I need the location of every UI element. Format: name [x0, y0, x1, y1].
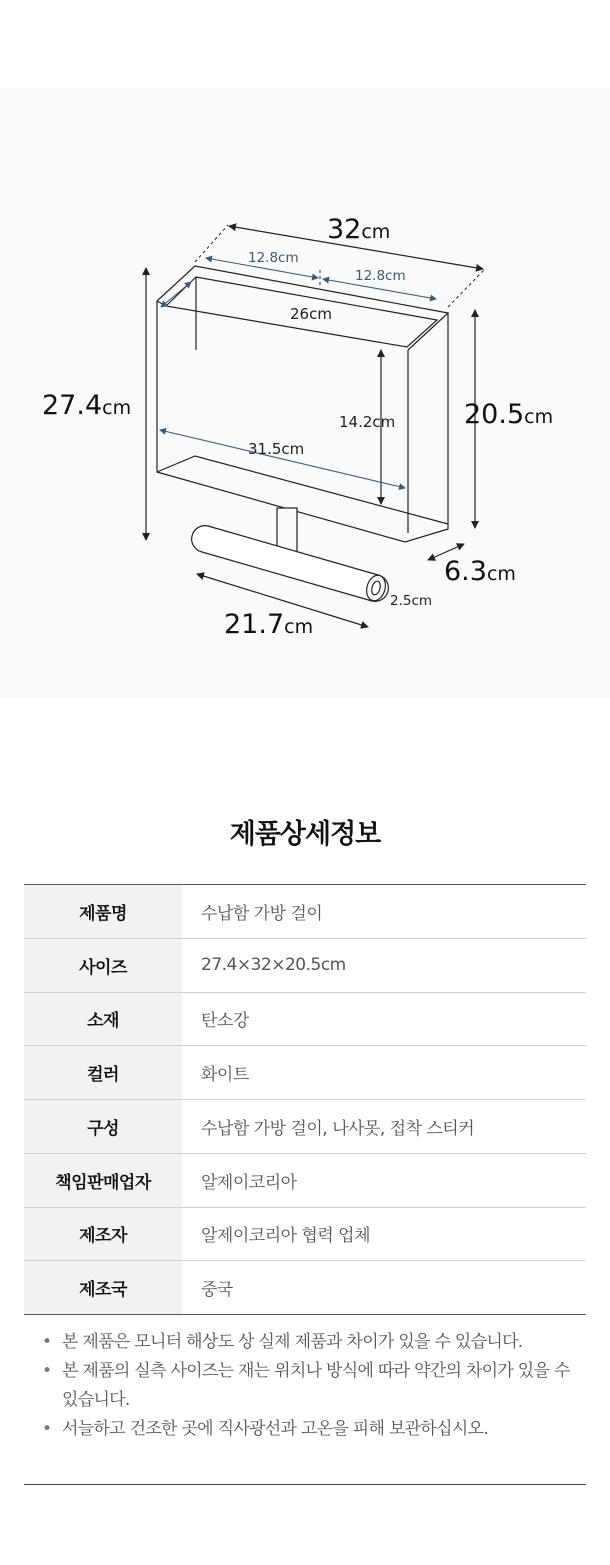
- spec-table: [24, 884, 586, 1315]
- spec-label: 사이즈: [24, 939, 182, 992]
- spec-label: 컬러: [24, 1046, 182, 1099]
- dim-height-label: 27.4cm: [42, 390, 132, 421]
- product-dimension-diagram: [0, 88, 610, 698]
- dim-inner-width-label: 26cm: [290, 305, 332, 323]
- dim-depth-label: 6.3cm: [444, 556, 516, 587]
- table-row: [24, 939, 586, 993]
- dim-bottom-width-label: 31.5cm: [248, 440, 305, 458]
- spec-label: 소재: [24, 993, 182, 1046]
- table-row: [24, 1100, 586, 1154]
- spec-value: 알제이코리아: [201, 1172, 297, 1193]
- spec-value: 수납함 가방 걸이, 나사못, 접착 스티커: [201, 1118, 475, 1139]
- dim-width-label: 32cm: [327, 214, 391, 245]
- dim-box-height-label: 20.5cm: [464, 399, 554, 430]
- spec-label: 제조국: [24, 1261, 182, 1314]
- table-row: [24, 1046, 586, 1100]
- table-row: [24, 993, 586, 1047]
- list-item: • 서늘하고 건조한 곳에 직사광선과 고온을 피해 보관하십시오.: [24, 1415, 586, 1444]
- dim-inner-left-label: 12.8cm: [248, 250, 299, 266]
- spec-value: 수납함 가방 걸이: [201, 903, 323, 924]
- table-row: [24, 1261, 586, 1315]
- spec-label: 구성: [24, 1100, 182, 1153]
- dim-bar-length-label: 21.7cm: [224, 609, 314, 640]
- list-item: • 본 제품의 실측 사이즈는 재는 위치나 방식에 따라 약간의 차이가 있을 수 있습니다.: [24, 1357, 586, 1415]
- divider: [24, 1484, 586, 1485]
- table-row: [24, 1154, 586, 1208]
- inner-depth-arrow: [161, 282, 191, 307]
- dim-bar-diameter-label: 2.5cm: [390, 593, 433, 609]
- dimension-drawing: [0, 88, 610, 698]
- hanger-bar: [192, 508, 389, 603]
- dim-inner-right-label: 12.8cm: [355, 268, 406, 284]
- notice-list: [24, 1328, 586, 1444]
- spec-value: 알제이코리아 협력 업체: [201, 1226, 371, 1247]
- list-item: • 본 제품은 모니터 해상도 상 실제 제품과 차이가 있을 수 있습니다.: [24, 1328, 586, 1357]
- table-row: [24, 885, 586, 939]
- spec-value: 화이트: [201, 1065, 249, 1086]
- table-row: [24, 1208, 586, 1262]
- spec-label: 제품명: [24, 885, 182, 938]
- spec-value: 탄소강: [201, 1011, 249, 1032]
- section-title: 제품상세정보: [229, 819, 381, 850]
- dim-inner-height-label: 14.2cm: [339, 413, 396, 431]
- spec-value: 27.4×32×20.5cm: [201, 955, 346, 976]
- spec-label: 제조자: [24, 1208, 182, 1261]
- spec-value: 중국: [201, 1280, 233, 1301]
- spec-label: 책임판매업자: [24, 1154, 182, 1207]
